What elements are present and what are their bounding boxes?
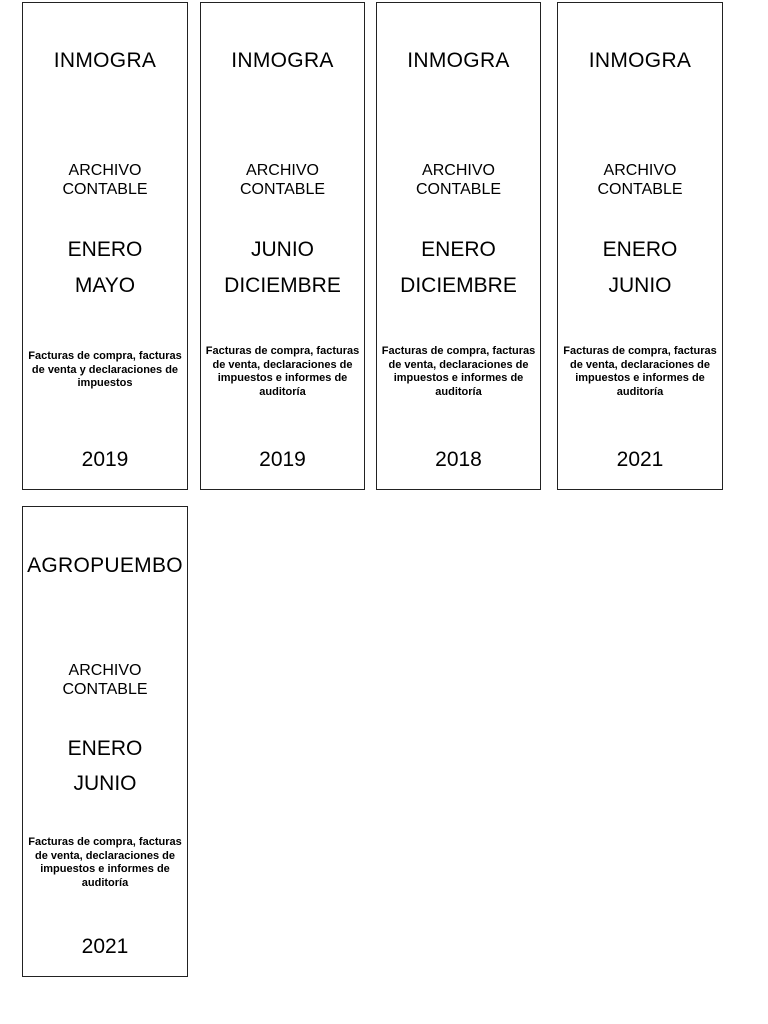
binder-label-3 — [376, 2, 541, 490]
month-start: ENERO — [67, 737, 143, 760]
month-start: JUNIO — [251, 238, 314, 261]
archive-title-line2: CONTABLE — [62, 681, 148, 698]
archive-title-line2: CONTABLE — [415, 181, 502, 198]
month-end: DICIEMBRE — [400, 274, 517, 297]
company-name: INMOGRA — [231, 49, 334, 72]
year: 2019 — [259, 448, 306, 471]
document-description: Facturas de compra, facturas de venta, declaraciones de impuestos e informes de auditoría — [563, 345, 717, 398]
document-description: Facturas de compra, facturas de venta, declaraciones de impuestos e informes de auditoría — [28, 836, 182, 889]
month-end: JUNIO — [608, 274, 672, 297]
year: 2021 — [616, 448, 664, 471]
document-description: Facturas de compra, facturas de venta, declaraciones de impuestos e informes de auditoría — [381, 345, 536, 398]
company-name: INMOGRA — [407, 49, 510, 72]
month-end: MAYO — [74, 274, 136, 297]
year: 2019 — [81, 448, 129, 471]
year: 2021 — [81, 935, 129, 958]
month-end: JUNIO — [73, 772, 137, 795]
company-name: AGROPUEMBO — [27, 554, 183, 577]
document-description: Facturas de compra, facturas de venta y declaraciones de impuestos — [28, 350, 182, 389]
binder-label-4 — [557, 2, 723, 490]
year: 2018 — [435, 448, 482, 471]
archive-title-line1: ARCHIVO — [603, 162, 677, 179]
archive-title-line1: ARCHIVO — [246, 162, 319, 179]
month-start: ENERO — [67, 238, 143, 261]
company-name: INMOGRA — [588, 49, 692, 72]
binder-label-1 — [22, 2, 188, 490]
binder-label-5 — [22, 506, 188, 977]
archive-title-line2: CONTABLE — [597, 181, 683, 198]
binder-label-2 — [200, 2, 365, 490]
month-end: DICIEMBRE — [224, 274, 341, 297]
archive-title-line1: ARCHIVO — [422, 162, 495, 179]
archive-title-line1: ARCHIVO — [68, 162, 142, 179]
archive-title-line1: ARCHIVO — [68, 662, 142, 679]
company-name: INMOGRA — [53, 49, 157, 72]
archive-title-line2: CONTABLE — [239, 181, 326, 198]
document-description: Facturas de compra, facturas de venta, declaraciones de impuestos e informes de auditoría — [205, 345, 360, 398]
archive-title-line2: CONTABLE — [62, 181, 148, 198]
month-start: ENERO — [602, 238, 678, 261]
month-start: ENERO — [421, 238, 496, 261]
